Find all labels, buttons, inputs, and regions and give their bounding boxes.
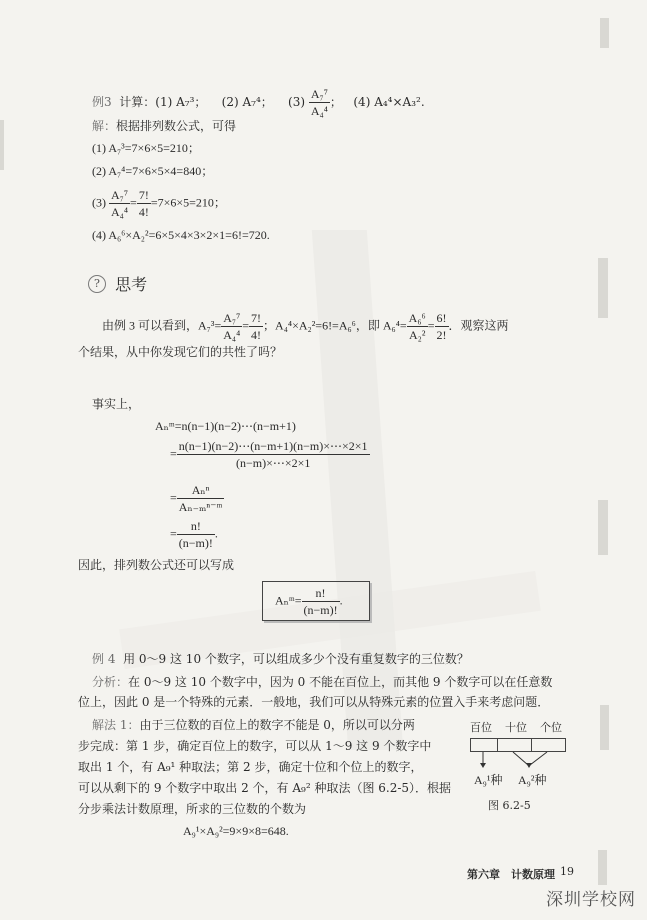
analysis-line-2: 位上，因此 0 是一个特殊的元素．一般地，我们可以从特殊元素的位置入手来考虑问题．: [78, 695, 550, 709]
figure-arrows: [470, 751, 570, 773]
conclusion-text: 因此，排列数公式还可以写成: [78, 558, 235, 572]
example-item-3-fraction: $\frac{\text{A₇⁷}}{\text{A₄⁴}}$: [310, 87, 328, 118]
derivation-intro: 事实上，: [92, 397, 141, 411]
figure-label-2: A₉²种: [518, 773, 547, 787]
example-3: 例3 计算：(1) A₇³； (2) A₇⁴； (3) $\frac{\text{A₇⁷}}{\text{A₄⁴}}$ ； (4) A₄⁴×A₃².: [92, 87, 425, 118]
background-mark: [312, 230, 403, 750]
solution-line-4: (4) A₆⁶×A₂²=6×5×4×3×2×1=6!=720.: [92, 228, 270, 242]
fraction: $\frac{\text{A₇⁷}}{\text{A₄⁴}}$: [111, 188, 129, 219]
solution-line-1: (1) A₇³=7×6×5=210；: [92, 141, 200, 155]
scan-artifact: [598, 258, 608, 318]
figure-header-hundreds: 百位: [470, 721, 492, 734]
figure-cell-tens: [497, 738, 532, 752]
figure-header-tens: 十位: [505, 721, 527, 734]
example-item-2: (2) A₇⁴；: [221, 95, 273, 109]
method-1-line-3: 取出 1 个，有 A₉¹ 种取法；第 2 步，确定十位和个位上的数字，: [78, 760, 423, 774]
think-paragraph-line-1: 由例 3 可以看到，A₇³= $\frac{\text{A₇⁷}}{\text{A₄⁴}}$ = $\frac{7!}{4!}$ ；A₄⁴×A₂²=6!=A₆⁶，即 A₆⁴= $\frac{\text{A₆⁶}}{\text{A₂²}}$ = $\frac{6!}{2!}$ ．观察这两: [102, 311, 509, 342]
analysis-label: 分析：: [92, 675, 129, 689]
scan-artifact: [598, 500, 608, 555]
think-paragraph-line-2: 个结果，从中你发现它们的共性了吗？: [78, 345, 283, 359]
boxed-formula: Aₙᵐ= $\frac{n!}{(n-m)!}$ .: [262, 581, 370, 621]
example-item-3: (3): [288, 95, 306, 109]
footer-chapter: 第六章 计数原理: [467, 868, 555, 881]
method-1-line-5: 分步乘法计数原理，所求的三位数的个数为: [78, 802, 307, 816]
figure-label-1: A₉¹种: [474, 773, 503, 787]
example-4: 例 4 用 0～9 这 10 个数字，可以组成多少个没有重复数字的三位数？: [92, 652, 469, 666]
derivation-line-3: = $\frac{\text{Aₙⁿ}}{\text{Aₙ₋ₘⁿ⁻ᵐ}}$: [170, 483, 223, 514]
think-header: [88, 272, 147, 295]
method-1-formula: A₉¹×A₉²=9×9×8=648.: [183, 824, 289, 838]
scan-artifact: [600, 705, 609, 750]
think-title: 思考: [115, 275, 148, 294]
example-prompt: 计算：: [119, 95, 156, 109]
scan-artifact: [0, 120, 4, 170]
page-number: 19: [560, 865, 574, 878]
derivation-line-1: Aₙᵐ=n(n−1)(n−2)⋯(n−m+1): [155, 419, 296, 433]
derivation-line-2: = $\frac{n(n-1)(n-2)\cdots(n-m+1)(n-m)\times\cdots\times 2\times 1}{(n-m)\times\cdots\times 2\times 1}$: [170, 439, 368, 470]
method-1-line-2: 步完成：第 1 步，确定百位上的数字，可以从 1～9 这 9 个数字中: [78, 739, 432, 753]
fraction: $\frac{7!}{4!}$: [138, 188, 149, 219]
derivation-line-4: = $\frac{n!}{(n-m)!}$ .: [170, 519, 218, 550]
analysis-line-1: 分析：在 0～9 这 10 个数字中，因为 0 不能在百位上，而其他 9 个数字可以在任意数: [92, 675, 553, 689]
figure-cell-ones: [531, 738, 566, 752]
method-1-line-1: 解法 1：由于三位数的百位上的数字不能是 0，所以可以分两: [92, 718, 415, 732]
method-label: 解法 1：: [92, 718, 140, 732]
example-item-4: (4) A₄⁴×A₃².: [353, 95, 425, 109]
example-label: 例 4: [92, 652, 116, 666]
solution-line-2: (2) A₇⁴=7×6×5×4=840；: [92, 164, 214, 178]
method-1-line-4: 可以从剩下的 9 个数字中取出 2 个，有 A₉² 种取法（图 6.2-5）．根据: [78, 781, 452, 795]
question-icon: ?: [88, 275, 106, 293]
solution-line-3: (3) $\frac{\text{A₇⁷}}{\text{A₄⁴}}$ = $\frac{7!}{4!}$ =7×6×5=210；: [92, 188, 226, 219]
figure-header-ones: 个位: [540, 721, 562, 734]
watermark: 深圳学校网: [546, 890, 636, 910]
example-item-1: (1) A₇³；: [155, 95, 207, 109]
solution-intro: 解：根据排列数公式，可得: [92, 119, 237, 133]
scan-artifact: [598, 850, 607, 885]
solution-label: 解：: [92, 119, 117, 133]
figure-cell-hundreds: [470, 738, 498, 752]
scan-artifact: [600, 18, 609, 48]
figure-caption: 图 6.2-5: [488, 799, 531, 812]
example-label: 例3: [92, 95, 112, 109]
